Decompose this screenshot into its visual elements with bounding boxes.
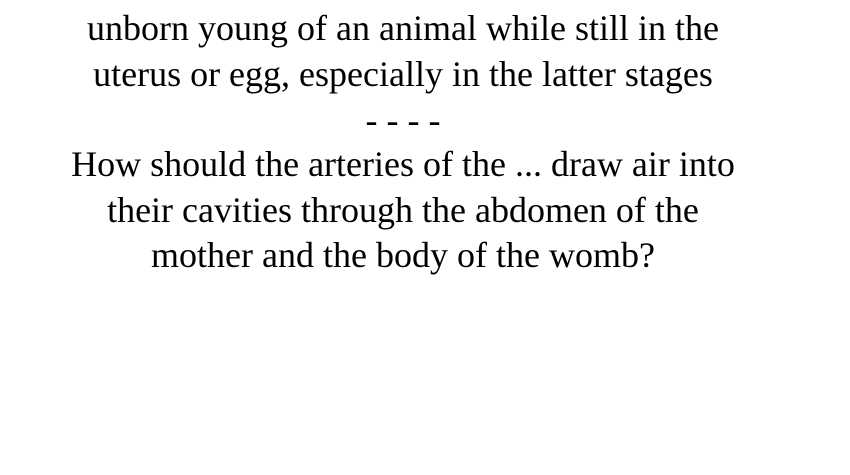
definition-line-2: uterus or egg, especially in the latter stages [93,53,713,94]
sentence-line-3: mother and the body of the womb? [151,235,655,275]
example-sentence [0,142,806,279]
separator [0,98,806,144]
sentence-line-2: their cavities through the abdomen of the [107,189,699,230]
definition-text [0,6,806,97]
sentence-line-1: How should the arteries of the ... draw air into [71,144,735,184]
definition-line-1: unborn young of an animal while still in the [87,8,719,48]
separator-dashes: - - - - [365,100,441,140]
